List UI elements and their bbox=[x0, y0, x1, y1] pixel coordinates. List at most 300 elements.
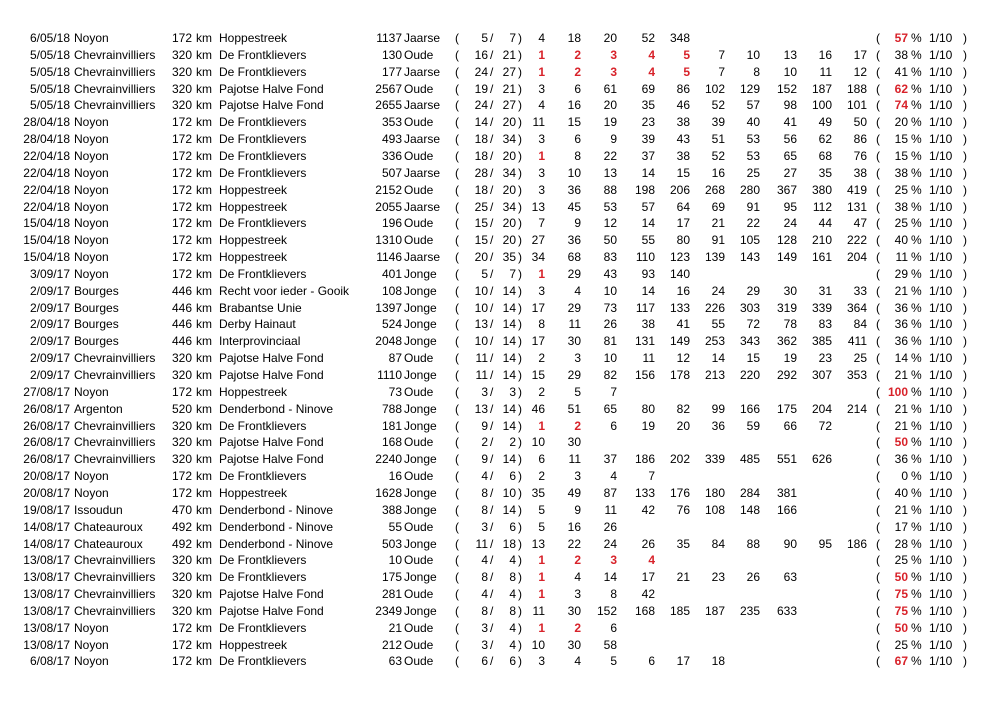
percentage: 21 bbox=[894, 418, 908, 433]
rank-2: 51 bbox=[567, 401, 581, 416]
paren-close: ) bbox=[518, 536, 522, 551]
paren-open: ( bbox=[876, 132, 880, 147]
percentage: 50 bbox=[894, 620, 908, 635]
slash: / bbox=[490, 620, 494, 635]
bird-count: 353 bbox=[381, 115, 402, 130]
club-name: Hoppestreek bbox=[219, 233, 288, 248]
rank-8: 90 bbox=[783, 536, 797, 551]
prize-total: 20 bbox=[502, 182, 516, 197]
rank-4: 131 bbox=[634, 334, 655, 349]
distance: 446 bbox=[171, 317, 192, 332]
age-category: Jonge bbox=[404, 266, 437, 281]
rank-3: 58 bbox=[603, 637, 617, 652]
percentage: 15 bbox=[894, 132, 908, 147]
prize-total: 6 bbox=[509, 654, 516, 669]
rank-4: 198 bbox=[634, 182, 655, 197]
slash: / bbox=[490, 570, 494, 585]
distance-unit: km bbox=[196, 115, 212, 130]
paren-close: ) bbox=[518, 502, 522, 517]
bird-count: 10 bbox=[388, 553, 402, 568]
club-name: Hoppestreek bbox=[219, 637, 288, 652]
age-category: Jonge bbox=[404, 452, 437, 467]
fraction: 1/10 bbox=[929, 148, 953, 163]
percent-sign: % bbox=[911, 519, 922, 534]
prize-total: 20 bbox=[502, 148, 516, 163]
paren-open: ( bbox=[876, 165, 880, 180]
rank-7: 303 bbox=[739, 300, 760, 315]
prize-position: 3 bbox=[481, 637, 488, 652]
rank-8: 149 bbox=[776, 250, 797, 265]
distance: 172 bbox=[171, 233, 192, 248]
race-date: 13/08/17 bbox=[23, 603, 70, 618]
club-name: Derby Hainaut bbox=[219, 317, 296, 332]
rank-7: 72 bbox=[746, 317, 760, 332]
distance-unit: km bbox=[196, 519, 212, 534]
percent-sign: % bbox=[911, 300, 922, 315]
release-place: Chevrainvilliers bbox=[74, 452, 156, 467]
distance-unit: km bbox=[196, 553, 212, 568]
rank-3: 10 bbox=[603, 283, 617, 298]
club-name: Denderbond - Ninove bbox=[219, 536, 334, 551]
fraction: 1/10 bbox=[929, 418, 953, 433]
rank-3: 65 bbox=[603, 401, 617, 416]
paren-close: ) bbox=[963, 132, 967, 147]
rank-9: 307 bbox=[811, 368, 832, 382]
rank-8: 95 bbox=[783, 199, 797, 214]
percent-sign: % bbox=[911, 317, 922, 332]
percent-sign: % bbox=[911, 469, 922, 484]
rank-6: 84 bbox=[711, 536, 725, 551]
rank-3: 61 bbox=[603, 81, 617, 96]
rank-9: 385 bbox=[811, 334, 832, 349]
slash: / bbox=[490, 317, 494, 332]
rank-8: 319 bbox=[776, 300, 797, 315]
paren-open: ( bbox=[876, 620, 880, 635]
prize-position: 3 bbox=[481, 519, 488, 534]
fraction: 1/10 bbox=[929, 64, 953, 79]
race-date: 28/04/18 bbox=[23, 115, 70, 130]
rank-5: 46 bbox=[676, 98, 690, 113]
rank-1: 1 bbox=[538, 620, 545, 635]
rank-2: 18 bbox=[567, 31, 581, 45]
rank-3: 37 bbox=[603, 452, 617, 467]
percent-sign: % bbox=[911, 165, 922, 180]
release-place: Chevrainvilliers bbox=[74, 587, 156, 602]
distance: 172 bbox=[171, 620, 192, 635]
bird-count: 1310 bbox=[375, 233, 402, 248]
table-row bbox=[0, 401, 1000, 417]
distance: 172 bbox=[171, 148, 192, 163]
paren-open: ( bbox=[455, 250, 459, 265]
percentage: 40 bbox=[894, 233, 908, 248]
rank-6: 21 bbox=[711, 216, 725, 231]
paren-open: ( bbox=[455, 47, 459, 62]
paren-close: ) bbox=[963, 115, 967, 130]
age-category: Oude bbox=[404, 148, 434, 163]
rank-7: 129 bbox=[739, 81, 760, 96]
paren-open: ( bbox=[455, 31, 459, 45]
paren-open: ( bbox=[455, 519, 459, 534]
percentage: 29 bbox=[894, 266, 908, 281]
rank-2: 2 bbox=[574, 418, 581, 433]
prize-total: 6 bbox=[509, 469, 516, 484]
rank-7: 59 bbox=[746, 418, 760, 433]
rank-2: 3 bbox=[574, 351, 581, 366]
paren-close: ) bbox=[518, 216, 522, 231]
paren-open: ( bbox=[876, 536, 880, 551]
rank-2: 5 bbox=[574, 384, 581, 399]
fraction: 1/10 bbox=[929, 368, 953, 382]
rank-5: 80 bbox=[676, 233, 690, 248]
release-place: Chevrainvilliers bbox=[74, 98, 156, 113]
bird-count: 87 bbox=[388, 351, 402, 366]
rank-1: 6 bbox=[538, 452, 545, 467]
rank-7: 485 bbox=[739, 452, 760, 467]
percent-sign: % bbox=[911, 401, 922, 416]
prize-position: 13 bbox=[474, 401, 488, 416]
table-row bbox=[0, 165, 1000, 181]
rank-1: 5 bbox=[538, 502, 545, 517]
percent-sign: % bbox=[911, 81, 922, 96]
table-row bbox=[0, 434, 1000, 450]
rank-7: 220 bbox=[739, 368, 760, 382]
fraction: 1/10 bbox=[929, 502, 953, 517]
distance-unit: km bbox=[196, 384, 212, 399]
paren-close: ) bbox=[963, 47, 967, 62]
table-row bbox=[0, 569, 1000, 585]
rank-5: 41 bbox=[676, 317, 690, 332]
club-name: Pajotse Halve Fond bbox=[219, 452, 324, 467]
rank-8: 551 bbox=[776, 452, 797, 467]
rank-4: 14 bbox=[641, 165, 655, 180]
age-category: Oude bbox=[404, 216, 434, 231]
slash: / bbox=[490, 351, 494, 366]
distance: 320 bbox=[171, 368, 192, 382]
paren-close: ) bbox=[963, 620, 967, 635]
percentage: 15 bbox=[894, 148, 908, 163]
rank-3: 14 bbox=[603, 570, 617, 585]
rank-9: 23 bbox=[818, 351, 832, 366]
bird-count: 177 bbox=[381, 64, 402, 79]
paren-open: ( bbox=[455, 485, 459, 500]
paren-open: ( bbox=[876, 570, 880, 585]
table-row bbox=[0, 451, 1000, 467]
paren-open: ( bbox=[455, 199, 459, 214]
rank-1: 46 bbox=[531, 401, 545, 416]
paren-open: ( bbox=[876, 64, 880, 79]
paren-open: ( bbox=[455, 553, 459, 568]
rank-3: 6 bbox=[610, 418, 617, 433]
rank-10: 204 bbox=[846, 250, 867, 265]
rank-10: 47 bbox=[853, 216, 867, 231]
paren-open: ( bbox=[876, 654, 880, 669]
distance-unit: km bbox=[196, 199, 212, 214]
rank-3: 88 bbox=[603, 182, 617, 197]
club-name: De Frontklievers bbox=[219, 216, 307, 231]
release-place: Chateauroux bbox=[74, 519, 143, 534]
prize-position: 8 bbox=[481, 570, 488, 585]
rank-4: 42 bbox=[641, 587, 655, 602]
percentage: 75 bbox=[894, 603, 908, 618]
club-name: Denderbond - Ninove bbox=[219, 519, 334, 534]
rank-10: 12 bbox=[853, 64, 867, 79]
slash: / bbox=[490, 553, 494, 568]
bird-count: 21 bbox=[388, 620, 402, 635]
rank-1: 17 bbox=[531, 334, 545, 349]
rank-1: 7 bbox=[538, 216, 545, 231]
rank-2: 15 bbox=[567, 115, 581, 130]
percentage: 25 bbox=[894, 216, 908, 231]
rank-6: 52 bbox=[711, 98, 725, 113]
paren-close: ) bbox=[963, 587, 967, 602]
paren-close: ) bbox=[518, 334, 522, 349]
race-date: 28/04/18 bbox=[23, 132, 70, 147]
rank-6: 7 bbox=[718, 64, 725, 79]
table-row bbox=[0, 148, 1000, 164]
paren-open: ( bbox=[455, 587, 459, 602]
rank-2: 11 bbox=[568, 452, 581, 467]
rank-5: 348 bbox=[669, 31, 690, 45]
rank-5: 185 bbox=[669, 603, 690, 618]
distance-unit: km bbox=[196, 266, 212, 281]
fraction: 1/10 bbox=[929, 47, 953, 62]
prize-total: 20 bbox=[502, 233, 516, 248]
rank-3: 3 bbox=[610, 553, 617, 568]
slash: / bbox=[490, 368, 494, 382]
rank-3: 83 bbox=[603, 250, 617, 265]
fraction: 1/10 bbox=[929, 469, 953, 484]
rank-3: 13 bbox=[603, 165, 617, 180]
paren-close: ) bbox=[963, 485, 967, 500]
distance-unit: km bbox=[196, 452, 212, 467]
distance: 446 bbox=[171, 283, 192, 298]
rank-7: 148 bbox=[739, 502, 760, 517]
fraction: 1/10 bbox=[929, 250, 953, 265]
rank-3: 53 bbox=[603, 199, 617, 214]
paren-open: ( bbox=[455, 654, 459, 669]
paren-open: ( bbox=[455, 216, 459, 231]
rank-9: 100 bbox=[811, 98, 832, 113]
rank-3: 26 bbox=[603, 519, 617, 534]
percentage: 21 bbox=[894, 401, 908, 416]
paren-open: ( bbox=[455, 351, 459, 366]
bird-count: 2152 bbox=[375, 182, 402, 197]
rank-3: 19 bbox=[603, 115, 617, 130]
rank-9: 210 bbox=[811, 233, 832, 248]
distance-unit: km bbox=[196, 300, 212, 315]
rank-1: 1 bbox=[538, 47, 545, 62]
paren-close: ) bbox=[963, 654, 967, 669]
fraction: 1/10 bbox=[929, 553, 953, 568]
rank-4: 69 bbox=[641, 81, 655, 96]
bird-count: 16 bbox=[388, 469, 402, 484]
rank-4: 37 bbox=[641, 148, 655, 163]
rank-5: 38 bbox=[676, 148, 690, 163]
age-category: Oude bbox=[404, 620, 434, 635]
paren-open: ( bbox=[876, 216, 880, 231]
rank-4: 4 bbox=[648, 553, 655, 568]
slash: / bbox=[490, 469, 494, 484]
release-place: Noyon bbox=[74, 216, 109, 231]
paren-open: ( bbox=[876, 519, 880, 534]
rank-3: 3 bbox=[610, 47, 617, 62]
distance-unit: km bbox=[196, 165, 212, 180]
release-place: Noyon bbox=[74, 132, 109, 147]
percentage: 50 bbox=[894, 570, 908, 585]
rank-2: 2 bbox=[574, 47, 581, 62]
rank-8: 66 bbox=[783, 418, 797, 433]
distance: 172 bbox=[171, 115, 192, 130]
prize-position: 13 bbox=[474, 317, 488, 332]
release-place: Bourges bbox=[74, 334, 119, 349]
rank-8: 633 bbox=[776, 603, 797, 618]
slash: / bbox=[490, 637, 494, 652]
table-row bbox=[0, 603, 1000, 619]
rank-6: 91 bbox=[711, 233, 725, 248]
paren-close: ) bbox=[963, 351, 967, 366]
rank-2: 36 bbox=[567, 182, 581, 197]
rank-5: 176 bbox=[669, 485, 690, 500]
rank-6: 108 bbox=[704, 502, 725, 517]
prize-position: 18 bbox=[474, 182, 488, 197]
table-row bbox=[0, 519, 1000, 535]
bird-count: 281 bbox=[381, 587, 402, 602]
rank-9: 11 bbox=[819, 64, 832, 79]
age-category: Jaarse bbox=[404, 165, 441, 180]
slash: / bbox=[490, 502, 494, 517]
rank-4: 14 bbox=[641, 283, 655, 298]
race-date: 13/08/17 bbox=[23, 620, 70, 635]
table-row bbox=[0, 97, 1000, 113]
paren-close: ) bbox=[963, 233, 967, 248]
prize-position: 24 bbox=[474, 98, 488, 113]
age-category: Jonge bbox=[404, 368, 437, 382]
percent-sign: % bbox=[911, 216, 922, 231]
rank-5: 12 bbox=[676, 351, 690, 366]
paren-open: ( bbox=[455, 115, 459, 130]
rank-10: 364 bbox=[846, 300, 867, 315]
paren-close: ) bbox=[518, 81, 522, 96]
bird-count: 168 bbox=[381, 435, 402, 450]
slash: / bbox=[490, 31, 494, 45]
rank-10: 188 bbox=[846, 81, 867, 96]
distance-unit: km bbox=[196, 148, 212, 163]
paren-close: ) bbox=[963, 165, 967, 180]
bird-count: 73 bbox=[388, 384, 402, 399]
percentage: 36 bbox=[894, 317, 908, 332]
paren-open: ( bbox=[455, 570, 459, 585]
rank-4: 52 bbox=[641, 31, 655, 45]
rank-3: 43 bbox=[603, 266, 617, 281]
percent-sign: % bbox=[911, 148, 922, 163]
percent-sign: % bbox=[911, 536, 922, 551]
paren-open: ( bbox=[455, 603, 459, 618]
rank-4: 17 bbox=[641, 570, 655, 585]
distance-unit: km bbox=[196, 250, 212, 265]
rank-1: 1 bbox=[538, 64, 545, 79]
paren-open: ( bbox=[876, 368, 880, 382]
distance: 320 bbox=[171, 64, 192, 79]
percent-sign: % bbox=[911, 334, 922, 349]
paren-close: ) bbox=[963, 31, 967, 45]
distance: 172 bbox=[171, 485, 192, 500]
percent-sign: % bbox=[911, 654, 922, 669]
rank-7: 53 bbox=[746, 148, 760, 163]
bird-count: 2349 bbox=[375, 603, 402, 618]
rank-9: 204 bbox=[811, 401, 832, 416]
rank-1: 2 bbox=[538, 384, 545, 399]
age-category: Oude bbox=[404, 47, 434, 62]
table-row bbox=[0, 350, 1000, 366]
paren-close: ) bbox=[518, 603, 522, 618]
table-row bbox=[0, 300, 1000, 316]
rank-4: 7 bbox=[648, 469, 655, 484]
rank-1: 1 bbox=[538, 570, 545, 585]
rank-8: 41 bbox=[783, 115, 797, 130]
club-name: Pajotse Halve Fond bbox=[219, 587, 324, 602]
rank-4: 57 bbox=[641, 199, 655, 214]
paren-close: ) bbox=[518, 485, 522, 500]
paren-close: ) bbox=[963, 519, 967, 534]
distance: 320 bbox=[171, 81, 192, 96]
age-category: Oude bbox=[404, 637, 434, 652]
fraction: 1/10 bbox=[929, 115, 953, 130]
rank-9: 83 bbox=[818, 317, 832, 332]
rank-7: 343 bbox=[739, 334, 760, 349]
prize-total: 21 bbox=[502, 81, 516, 96]
percent-sign: % bbox=[911, 199, 922, 214]
club-name: De Frontklievers bbox=[219, 64, 307, 79]
age-category: Jonge bbox=[404, 418, 437, 433]
race-date: 13/08/17 bbox=[23, 570, 70, 585]
race-date: 13/08/17 bbox=[23, 553, 70, 568]
rank-1: 11 bbox=[532, 115, 545, 130]
rank-3: 50 bbox=[603, 233, 617, 248]
prize-total: 14 bbox=[502, 300, 516, 315]
paren-close: ) bbox=[963, 553, 967, 568]
percent-sign: % bbox=[911, 502, 922, 517]
rank-5: 16 bbox=[676, 283, 690, 298]
percentage: 28 bbox=[894, 536, 908, 551]
rank-10: 419 bbox=[846, 182, 867, 197]
rank-4: 38 bbox=[641, 317, 655, 332]
rank-6: 102 bbox=[704, 81, 725, 96]
rank-1: 34 bbox=[531, 250, 545, 265]
rank-4: 80 bbox=[641, 401, 655, 416]
club-name: Denderbond - Ninove bbox=[219, 502, 334, 517]
paren-close: ) bbox=[963, 283, 967, 298]
percentage: 20 bbox=[894, 115, 908, 130]
race-date: 2/09/17 bbox=[29, 317, 70, 332]
race-date: 15/04/18 bbox=[23, 233, 70, 248]
rank-9: 112 bbox=[812, 199, 832, 214]
distance: 320 bbox=[171, 452, 192, 467]
rank-7: 280 bbox=[739, 182, 760, 197]
percent-sign: % bbox=[911, 115, 922, 130]
rank-6: 226 bbox=[704, 300, 725, 315]
club-name: Hoppestreek bbox=[219, 485, 288, 500]
fraction: 1/10 bbox=[929, 81, 953, 96]
rank-7: 166 bbox=[739, 401, 760, 416]
rank-5: 5 bbox=[683, 47, 690, 62]
age-category: Jaarse bbox=[404, 250, 441, 265]
distance: 172 bbox=[171, 637, 192, 652]
rank-9: 44 bbox=[818, 216, 832, 231]
rank-2: 9 bbox=[574, 216, 581, 231]
prize-position: 5 bbox=[481, 31, 488, 45]
fraction: 1/10 bbox=[929, 620, 953, 635]
prize-position: 11 bbox=[475, 351, 488, 366]
